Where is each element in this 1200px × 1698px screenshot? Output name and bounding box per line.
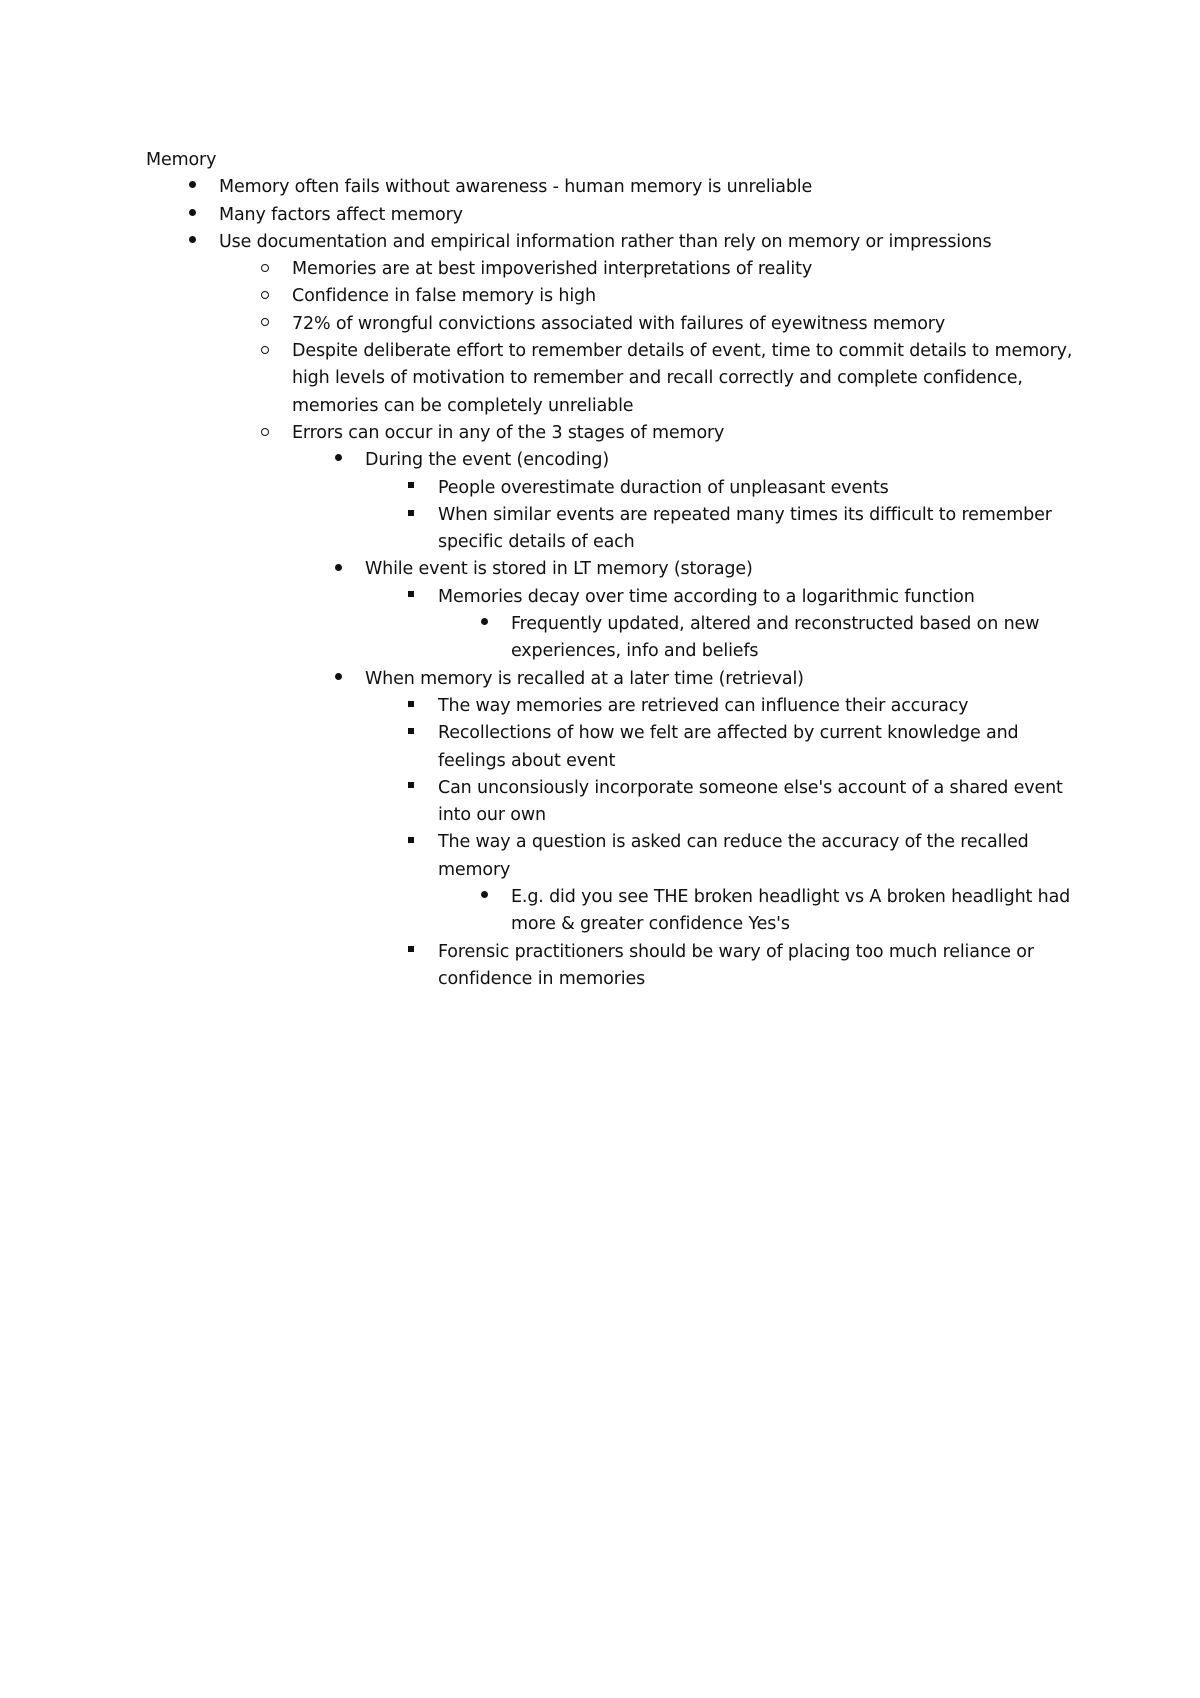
bullet-square-icon	[402, 720, 420, 747]
bullet-ring-icon	[256, 283, 274, 310]
list-item: Can unconsiously incorporate someone else's account of a shared event into our own	[146, 775, 1076, 830]
list-item: Recollections of how we felt are affected by current knowledge and feelings about event	[146, 720, 1076, 775]
bullet-dot-icon	[329, 556, 347, 583]
bullet-ring-icon	[256, 420, 274, 447]
list-item: While event is stored in LT memory (storage)	[146, 556, 1076, 583]
document-title: Memory	[146, 150, 217, 170]
list-item: When memory is recalled at a later time (retrieval)	[146, 666, 1076, 693]
list-item: Many factors affect memory	[146, 202, 1076, 229]
list-item: 72% of wrongful convictions associated with failures of eyewitness memory	[146, 311, 1076, 338]
bullet-square-icon	[402, 584, 420, 611]
bullet-square-icon	[402, 693, 420, 720]
list-item: Memories are at best impoverished interpretations of reality	[146, 256, 1076, 283]
list-item: Confidence in false memory is high	[146, 283, 1076, 310]
list-item: Use documentation and empirical information rather than rely on memory or impressions	[146, 229, 1076, 256]
notes-list	[146, 174, 1076, 993]
list-item: Memories decay over time according to a logarithmic function	[146, 584, 1076, 611]
bullet-ring-icon	[256, 311, 274, 338]
list-item: Forensic practitioners should be wary of placing too much reliance or confidence in memories	[146, 939, 1076, 994]
bullet-dot-icon	[475, 611, 493, 638]
list-item: When similar events are repeated many times its difficult to remember specific details of each	[146, 502, 1076, 557]
bullet-dot-icon	[329, 447, 347, 474]
bullet-dot-icon	[183, 174, 201, 201]
list-item: Memory often fails without awareness - human memory is unreliable	[146, 174, 1076, 201]
bullet-ring-icon	[256, 338, 274, 365]
list-item: The way a question is asked can reduce the accuracy of the recalled memory	[146, 829, 1076, 884]
bullet-square-icon	[402, 829, 420, 856]
bullet-square-icon	[402, 939, 420, 966]
list-item: Frequently updated, altered and reconstructed based on new experiences, info and beliefs	[146, 611, 1076, 666]
bullet-dot-icon	[329, 666, 347, 693]
bullet-dot-icon	[183, 202, 201, 229]
list-item: E.g. did you see THE broken headlight vs A broken headlight had more & greater confidence Yes's	[146, 884, 1076, 939]
list-item: Errors can occur in any of the 3 stages of memory	[146, 420, 1076, 447]
bullet-dot-icon	[475, 884, 493, 911]
bullet-square-icon	[402, 475, 420, 502]
bullet-square-icon	[402, 775, 420, 802]
bullet-dot-icon	[183, 229, 201, 256]
bullet-square-icon	[402, 502, 420, 529]
notes-body	[146, 147, 1076, 993]
list-item: The way memories are retrieved can influence their accuracy	[146, 693, 1076, 720]
bullet-ring-icon	[256, 256, 274, 283]
list-item: During the event (encoding)	[146, 447, 1076, 474]
list-item: People overestimate duraction of unpleasant events	[146, 475, 1076, 502]
list-item: Despite deliberate effort to remember details of event, time to commit details to memory, high levels of motivation to remember and recall correctly and complete confidence, memories can be completely unreliable	[146, 338, 1076, 420]
